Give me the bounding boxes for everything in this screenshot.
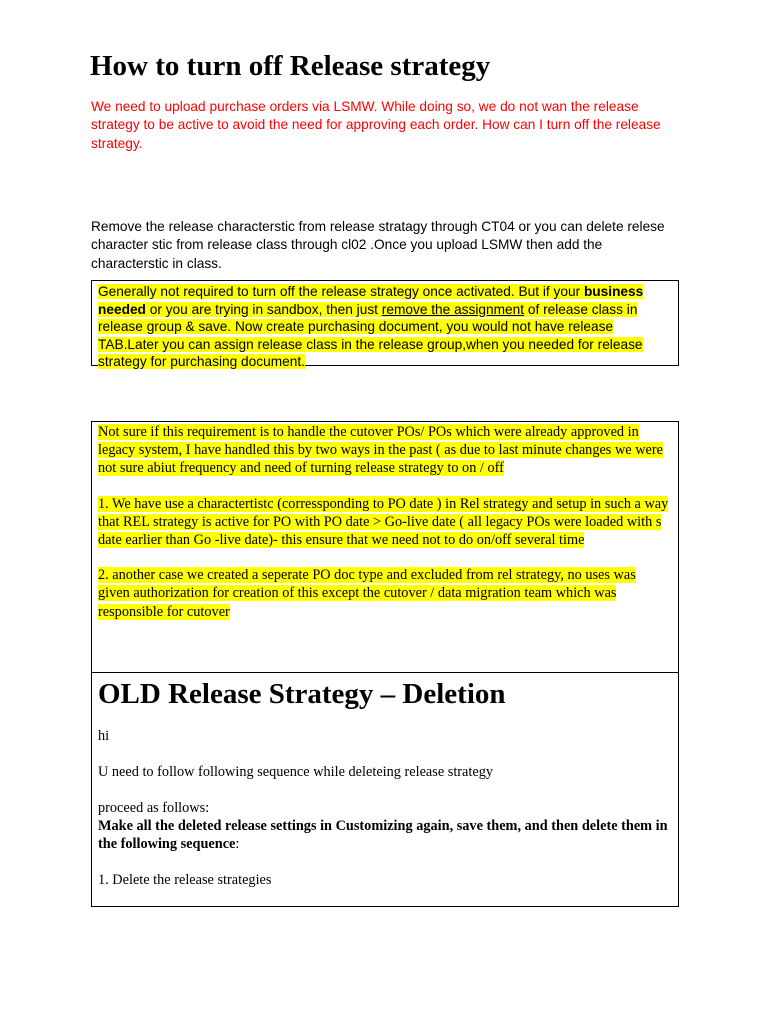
answer-bold-phrase: business needed <box>98 284 644 317</box>
cutover-intro-text: Not sure if this requirement is to handle the cutover POs/ POs which were already approved in legacy system, I have handled this by two ways in the past ( as due to last minute changes we were not sure abiut frequency and need of turning release strategy to on / off <box>98 424 663 477</box>
cutover-paragraph <box>98 423 670 478</box>
highlighted-answer <box>98 284 643 369</box>
old-release-strategy-box <box>91 672 679 907</box>
proceed-text: proceed as follows: <box>98 800 210 816</box>
answer-text-part2: or you are trying in sandbox, then just <box>145 301 382 317</box>
instruction-paragraph <box>98 817 670 853</box>
greeting-text: hi <box>98 728 110 744</box>
answer-box-release-assignment <box>91 280 679 369</box>
bold-instruction: Make all the deleted release settings in Customizing again, save them, and then delete them in the following sequence <box>98 818 668 852</box>
question-text: We need to upload purchase orders via LSMW. While doing so, we do not wan the release strategy to be active to avoid the need for approving each order. How can I turn off the release strategy. <box>91 99 661 151</box>
answer-text-part3: of release class in release group & save. Now create purchasing document, you would not have release TAB.Later you can assign release class in the release group,when you needed for release strategy for purchasing document. <box>98 301 643 369</box>
page-title: How to turn off Release strategy <box>90 50 491 82</box>
answer-text: Remove the release characterstic from release stratagy through CT04 or you can delete relese character stic from release class through cl02 .Once you upload LSMW then add the characterstic in class. <box>91 219 665 271</box>
cutover-paragraph <box>98 566 670 621</box>
answer-box-cutover <box>91 421 679 673</box>
cutover-option-2-text: 2. another case we created a seperate PO doc type and excluded from rel strategy, no uses was given authorization for creation of this except the cutover / data migration team which was responsible for cutover <box>98 567 636 620</box>
sequence-text: U need to follow following sequence while deleteing release strategy <box>98 764 494 780</box>
cutover-option-1-text: 1. We have use a charactertistc (corressponding to PO date ) in Rel strategy and setup in such a way that REL strategy is active for PO with PO date > Go-live date ( all legacy POs were loaded with s date earlier than Go -live date)- this ensure that we need not to do on/off several time <box>98 495 669 549</box>
section-heading: OLD Release Strategy – Deletion <box>98 678 506 710</box>
cutover-paragraph <box>98 495 670 550</box>
step-1-text: 1. Delete the release strategies <box>98 872 272 888</box>
answer-text-part1: Generally not required to turn off the release strategy once activated. But if your <box>98 284 584 299</box>
instruction-colon: : <box>235 836 240 852</box>
answer-underlined-phrase: remove the assignment <box>381 301 525 317</box>
